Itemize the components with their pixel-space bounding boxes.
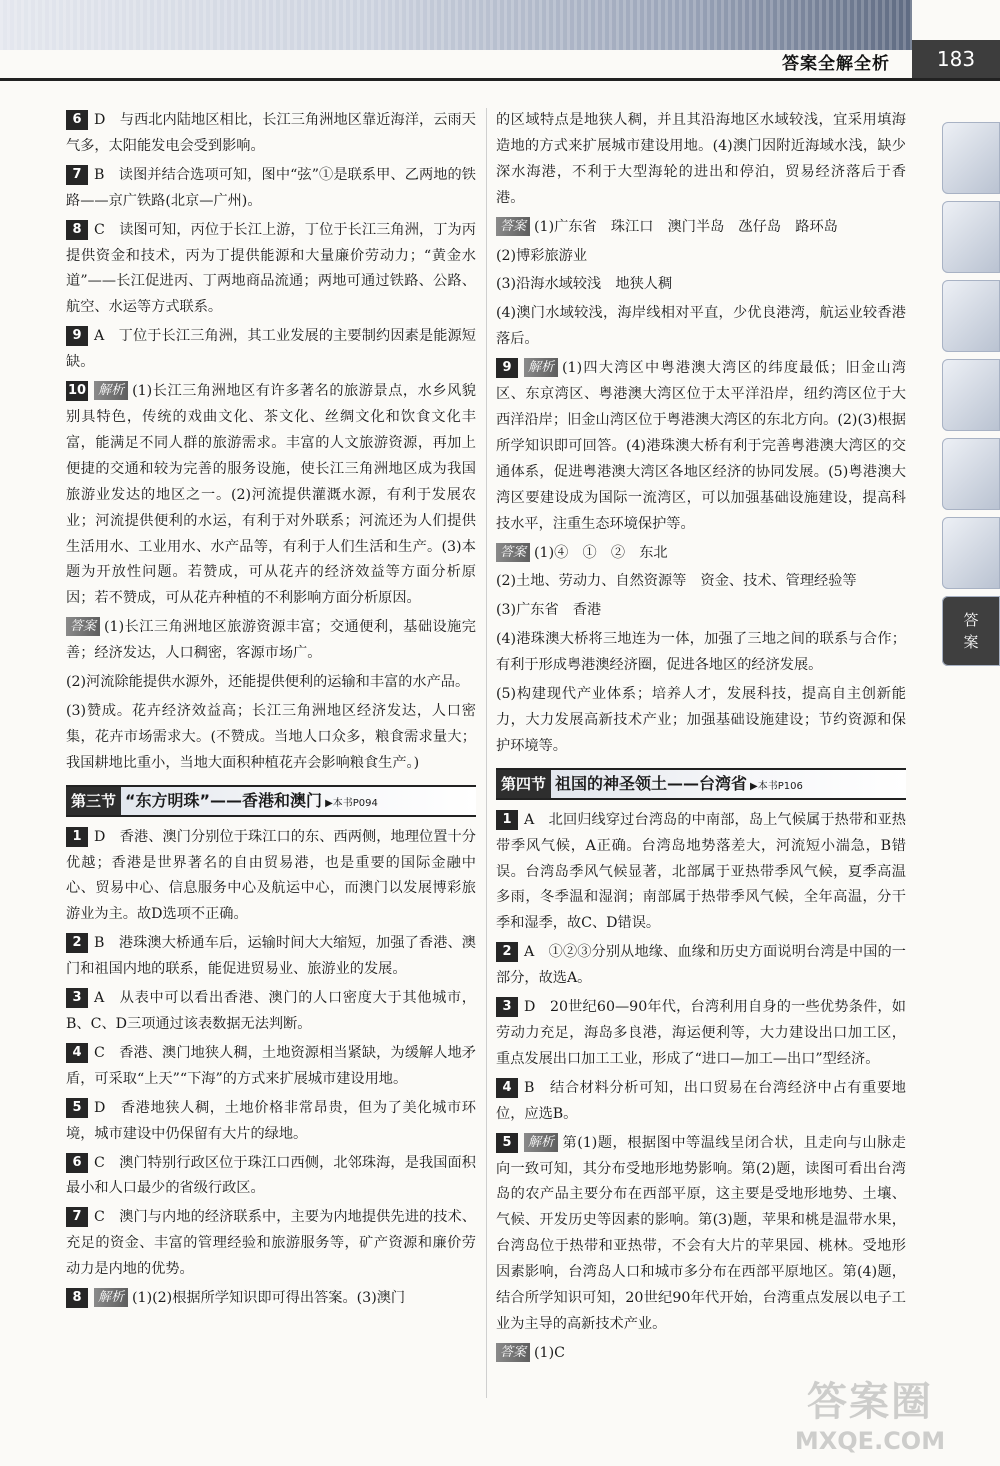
- section-title: “东方明珠”——香港和澳门: [125, 790, 323, 810]
- answer-block: [496, 1341, 906, 1367]
- answer-text: (1)长江三角洲地区有许多著名的旅游景点，水乡风貌别具特色，传统的戏曲文化、茶文化、丝绸文化和饮食文化丰富，能满足不同人群的旅游需求。丰富的人文旅游资源，再加上便捷的交通和较为完善的服务设施，使长江三角洲地区成为我国旅游业发达的地区之一。(2)河流提供灌溉水源，有利于发展农业；河流提供便利的水运，有利于对外联系；河流还为人们提供生活用水、工业用水、水产品等，有利于人们生活和生产。(3)本题为开放性问题。若赞成，可从花卉的经济效益等方面分析原因；若不赞成，可从花卉种植的不利影响方面分析原因。: [66, 383, 476, 607]
- question-number: 5: [66, 1098, 88, 1118]
- answer-item: [66, 108, 476, 160]
- answer-text: (1)四大湾区中粤港澳大湾区的纬度最低；旧金山湾区、东京湾区、粤港澳大湾区位于太平洋沿岸，纽约湾区位于大西洋沿岸；旧金山湾区位于粤港澳大湾区的东北方向。(2)(3)根据所学知识即可回答。(4)港珠澳大桥有利于完善粤港澳大湾区的交通体系，促进粤港澳大湾区各地区经济的协同发展。(5)粤港澳大湾区要建设成为国际一流湾区，可以加强基础设施建设，提高科技水平，注重生态环境保护等。: [496, 360, 906, 532]
- question-number: 2: [66, 933, 88, 953]
- answer-item: [66, 1096, 476, 1148]
- answer-text: (3)沿海水域较浅 地狭人稠: [496, 276, 673, 293]
- analysis-tag: 解析: [524, 1133, 558, 1152]
- question-number: 4: [496, 1078, 518, 1098]
- question-number: 8: [66, 220, 88, 240]
- section-label: 第四节: [496, 770, 551, 798]
- answer-item: [496, 1131, 906, 1338]
- answer-block: [66, 670, 476, 696]
- answer-text: B 结合材料分析可知，出口贸易在台湾经济中占有重要地位，应选B。: [496, 1079, 906, 1122]
- question-number: 3: [66, 988, 88, 1008]
- thumb-tab[interactable]: [942, 438, 1000, 510]
- section-title: 祖国的神圣领土——台湾省: [555, 773, 748, 793]
- thumb-tab[interactable]: [942, 517, 1000, 589]
- section-label: 第三节: [66, 787, 121, 815]
- answer-text: B 读图并结合选项可知，图中“弦”①是联系甲、乙两地的铁路——京广铁路(北京—广州)。: [66, 166, 476, 209]
- question-number: 3: [496, 997, 518, 1017]
- answer-block: [496, 215, 906, 241]
- thumb-tab-answers[interactable]: [942, 596, 1000, 666]
- answer-item: [66, 931, 476, 983]
- answer-text: 的区域特点是地狭人稠，并且其沿海地区水域较浅，宜采用填海造地的方式来扩展城市建设用地。(4)澳门因附近海域水浅，缺少深水海港，不利于大型海轮的进出和停泊，贸易经济落后于香港。: [496, 112, 906, 206]
- answer-item: [496, 995, 906, 1073]
- answer-tag: 答案: [66, 617, 100, 636]
- answer-item: [66, 1041, 476, 1093]
- section-book-ref: ▶本书P094: [325, 797, 378, 809]
- answer-text: D 20世纪60—90年代，台湾利用自身的一些优势条件，如劳动力充足，海岛多良港，海运便利等，大力建设出口加工区，重点发展出口加工工业，形成了“进口—加工—出口”型经济。: [496, 999, 906, 1067]
- answer-block: [496, 682, 906, 760]
- answer-text: B 港珠澳大桥通车后，运输时间大大缩短，加强了香港、澳门和祖国内地的联系，能促进贸易业、旅游业的发展。: [66, 935, 476, 978]
- question-number: 4: [66, 1043, 88, 1063]
- answer-item: [66, 825, 476, 929]
- answer-block: [496, 541, 906, 567]
- header-rule: [0, 78, 1000, 81]
- answer-item: [66, 218, 476, 322]
- question-number: 6: [66, 110, 88, 130]
- answer-text: C 读图可知，丙位于长江上游，丁位于长江三角洲，丁为丙提供资金和技术，丙为丁提供能源和大量廉价劳动力；“黄金水道”——长江促进丙、丁两地商品流通；两地可通过铁路、公路、航空、水运等方式联系。: [66, 221, 476, 316]
- answer-text: C 澳门特别行政区位于珠江口西侧，北邻珠海，是我国面积最小和人口最少的省级行政区。: [66, 1154, 476, 1197]
- answer-item: [496, 356, 906, 537]
- question-number: 1: [66, 827, 88, 847]
- answer-text: A 丁位于长江三角洲，其工业发展的主要制约因素是能源短缺。: [66, 328, 476, 371]
- answer-item: [66, 1286, 476, 1312]
- watermark-sub: MXQE.COM: [794, 1427, 946, 1455]
- answer-item: [66, 1151, 476, 1203]
- answer-item: [496, 1076, 906, 1128]
- answer-text: (5)构建现代产业体系；培养人才，发展科技，提高自主创新能力，大力发展高新技术产业；加强基础设施建设；节约资源和保护环境等。: [496, 686, 906, 754]
- answer-item: [496, 940, 906, 992]
- answer-block: [66, 699, 476, 777]
- answer-text: (1)长江三角洲地区旅游资源丰富；交通便利，基础设施完善；经济发达，人口稠密，客源市场广。: [66, 619, 476, 662]
- answer-item: [66, 379, 476, 612]
- answer-text: (2)土地、劳动力、自然资源等 资金、技术、管理经验等: [496, 573, 857, 590]
- header-decorative-band: [0, 0, 912, 50]
- analysis-tag: 解析: [94, 1288, 128, 1307]
- answer-item: [496, 808, 906, 938]
- answer-block: [496, 598, 906, 624]
- answer-text: D 香港地狭人稠，土地价格非常昂贵，但为了美化城市环境，城市建设中仍保留有大片的绿地。: [66, 1099, 476, 1142]
- answer-text: (4)澳门水域较浅，海岸线相对平直，少优良港湾，航运业较香港落后。: [496, 305, 906, 348]
- answer-block: [496, 627, 906, 679]
- answer-text: (2)河流除能提供水源外，还能提供便利的运输和丰富的水产品。: [66, 674, 470, 691]
- answer-item: [66, 986, 476, 1038]
- answer-item: [66, 324, 476, 376]
- answer-text: (4)港珠澳大桥将三地连为一体，加强了三地之间的联系与合作；有利于形成粤港澳经济圈，促进各地区的经济发展。: [496, 631, 906, 674]
- left-column: [66, 108, 476, 1315]
- question-number: 2: [496, 942, 518, 962]
- question-number: 5: [496, 1133, 518, 1153]
- watermark-logo: [770, 1378, 970, 1466]
- answer-text: (1)(2)根据所学知识即可得出答案。(3)澳门: [132, 1290, 406, 1307]
- answer-item: [66, 163, 476, 215]
- section-heading: [496, 768, 906, 800]
- analysis-tag: 解析: [524, 358, 558, 377]
- answer-text: 第(1)题，根据图中等温线呈闭合状，且走向与山脉走向一致可知，其分布受地形地势影响。第(2)题，读图可看出台湾岛的农产品主要分布在西部平原，这主要是受地形地势、土壤、气候、开发历史等因素的影响。第(3)题，苹果和桃是温带水果，台湾岛位于热带和亚热带，不会有大片的苹果园、桃林。受地形因素影响，台湾岛人口和城市多分布在西部平原地区。第(4)题，结合所学知识可知，20世纪90年代开始，台湾重点发展以电子工业为主导的高新技术产业。: [496, 1134, 906, 1332]
- answer-block: [496, 301, 906, 353]
- thumb-tab[interactable]: [942, 201, 1000, 273]
- answer-text: D 香港、澳门分别位于珠江口的东、西两侧，地理位置十分优越；香港是世界著名的自由贸易港，也是重要的国际金融中心、贸易中心、信息服务中心及航运中心，而澳门以发展博彩旅游业为主。故D选项不正确。: [66, 828, 476, 923]
- question-number: 9: [496, 358, 518, 378]
- answer-item: [66, 1205, 476, 1283]
- thumb-tab[interactable]: [942, 359, 1000, 431]
- answer-text: (1)④ ① ② 东北: [534, 544, 668, 561]
- thumb-tab[interactable]: [942, 280, 1000, 352]
- header-title: 答案全解全析: [782, 54, 890, 74]
- answer-tag: 答案: [496, 217, 530, 236]
- column-divider: [486, 108, 487, 1398]
- question-number: 1: [496, 810, 518, 830]
- watermark-main: 答案圈: [807, 1379, 933, 1425]
- answer-block: [66, 615, 476, 667]
- page-number: 183: [912, 40, 1000, 78]
- section-book-ref: ▶本书P106: [750, 780, 803, 792]
- question-number: 8: [66, 1288, 88, 1308]
- answer-text: A 北回归线穿过台湾岛的中南部，岛上气候属于热带和亚热带季风气候，A正确。台湾岛地势落差大，河流短小湍急，B错误。台湾岛季风气候显著，北部属于亚热带季风气候，夏季高温多雨，冬季温和湿润；南部属于热带季风气候，全年高温，分干季和湿季，故C、D错误。: [496, 811, 906, 932]
- right-column: [496, 108, 906, 1370]
- answer-block: [496, 569, 906, 595]
- answer-text: (1)广东省 珠江口 澳门半岛 氹仔岛 路环岛: [534, 218, 838, 235]
- answer-block: [496, 244, 906, 270]
- answer-text: (3)广东省 香港: [496, 602, 602, 619]
- thumb-tab[interactable]: [942, 122, 1000, 194]
- question-number: 9: [66, 326, 88, 346]
- answer-text: (1)C: [534, 1344, 565, 1361]
- question-number: 10: [66, 381, 88, 401]
- answer-text: (3)赞成。花卉经济效益高；长江三角洲地区经济发达，人口密集，花卉市场需求大。(不赞成。当地人口众多，粮食需求量大；我国耕地比重小，当地大面积种植花卉会影响粮食生产。): [66, 702, 476, 771]
- analysis-tag: 解析: [94, 381, 128, 400]
- answer-text: A 从表中可以看出香港、澳门的人口密度大于其他城市，B、C、D三项通过该表数据无法判断。: [66, 990, 476, 1032]
- answer-tag: 答案: [496, 543, 530, 562]
- answer-text: C 澳门与内地的经济联系中，主要为内地提供先进的技术、充足的资金、丰富的管理经验和旅游服务等，矿产资源和廉价劳动力是内地的优势。: [66, 1209, 476, 1278]
- question-number: 7: [66, 1207, 88, 1227]
- answer-text: (2)博彩旅游业: [496, 247, 588, 264]
- thumb-tab-label: 答: [963, 611, 979, 629]
- answer-text: D 与西北内陆地区相比，长江三角洲地区靠近海洋，云雨天气多，太阳能发电会受到影响。: [66, 112, 476, 154]
- answer-text: A ①②③分别从地缘、血缘和历史方面说明台湾是中国的一部分，故选A。: [496, 944, 906, 987]
- answer-text: C 香港、澳门地狭人稠，土地资源相当紧缺，为缓解人地矛盾，可采取“上天”“下海”的方式来扩展城市建设用地。: [66, 1044, 476, 1087]
- answer-block: [496, 108, 906, 212]
- answer-block: [496, 272, 906, 298]
- question-number: 6: [66, 1153, 88, 1173]
- section-heading: [66, 785, 476, 817]
- answer-tag: 答案: [496, 1343, 530, 1362]
- thumb-tab-label: 案: [963, 633, 979, 651]
- question-number: 7: [66, 165, 88, 185]
- side-thumb-tabs: [942, 122, 1000, 673]
